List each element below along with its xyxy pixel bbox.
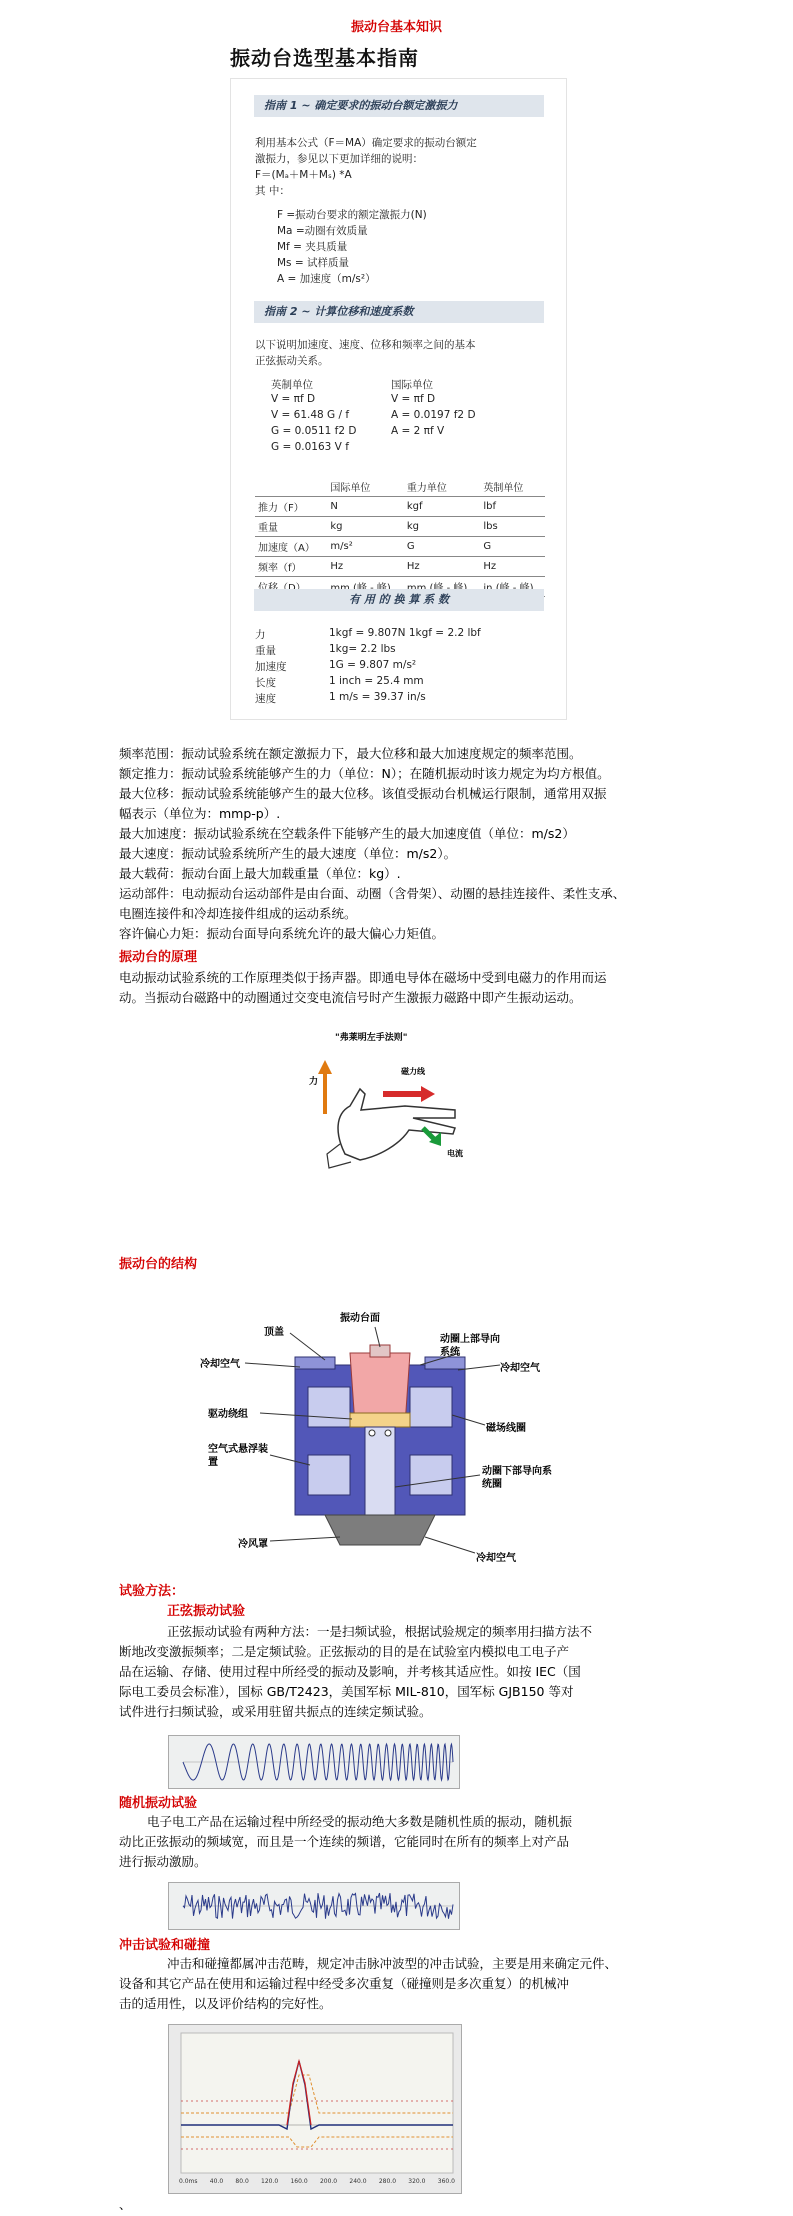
conversion-label: 加速度 (255, 661, 287, 673)
shock-text: 设备和其它产品在使用和运输过程中经受多次重复（碰撞则是多次重复）的机械冲 (119, 1976, 570, 1991)
force-label: 力 (309, 1077, 319, 1087)
table-cell: lbf (480, 497, 545, 517)
figure-caption: "弗莱明左手法则" (335, 1033, 408, 1043)
tick-label: 240.0 (349, 2178, 367, 2185)
structure-heading: 振动台的结构 (119, 1257, 198, 1272)
table-cell: N (327, 497, 404, 517)
conversion-value: 1G = 9.807 m/s² (329, 659, 417, 671)
definition-max-acceleration: 最大加速度：振动试验系统在空载条件下能够产生的最大加速度值（单位：m/s2） (119, 826, 575, 841)
conversion-title: 有 用 的 换 算 系 数 (254, 589, 544, 611)
guide1-def: Ms = 试样质量 (277, 257, 350, 269)
table-row (255, 557, 545, 577)
guide1-def: F =振动台要求的额定激振力(N) (277, 209, 427, 221)
trailing-mark: 、 (119, 2198, 132, 2212)
guide2-imperial-formula: G = 0.0163 V f (271, 441, 349, 453)
conversion-value: 1 inch = 25.4 mm (329, 675, 424, 687)
table-row (255, 497, 545, 517)
page-title: 振动台基本知识 (350, 20, 442, 35)
table-cell: kgf (404, 497, 481, 517)
guide1-where: 其 中： (255, 185, 290, 197)
table-cell: Hz (404, 557, 481, 577)
shock-text: 冲击和碰撞都属冲击范畴，规定冲击脉冲波型的冲击试验，主要是用来确定元件、 (167, 1956, 618, 1971)
sine-text: 际电工委员会标准），国标 GB/T2423，美国军标 MIL-810，国军标 GJB150 等对 (119, 1684, 574, 1699)
guide2-si-formula: A = 0.0197 f2 D (391, 409, 476, 421)
label-cooling-air-in-right: 冷却空气 (500, 1363, 540, 1374)
table-cell: G (480, 537, 545, 557)
table-cell: 频率（f） (255, 557, 327, 577)
principle-heading: 振动台的原理 (119, 950, 198, 965)
sine-text: 品在运输、存储、使用过程中所经受的振动及影响，并考核其适应性。如按 IEC（国 (119, 1664, 581, 1679)
shock-pulse-waveform (168, 2024, 462, 2194)
conversion-value: 1kg= 2.2 lbs (329, 643, 396, 655)
table-cell: G (404, 537, 481, 557)
sine-sweep-plot (169, 1736, 459, 1788)
shock-axis-ticks (179, 2178, 455, 2185)
guide2-intro-1: 以下说明加速度、速度、位移和频率之间的基本 (255, 339, 476, 351)
sine-text: 正弦振动试验有两种方法：一是扫频试验，根据试验规定的频率用扫描方法不 (167, 1624, 593, 1639)
table-cell: kg (327, 517, 404, 537)
methods-heading: 试验方法： (119, 1584, 185, 1599)
shock-pulse-plot (169, 2025, 461, 2193)
table-row (255, 537, 545, 557)
tick-label: 80.0 (235, 2178, 249, 2185)
conversion-label: 速度 (255, 693, 276, 705)
guide2-si-formula: A = 2 πf V (391, 425, 445, 437)
definition-frequency-range: 频率范围：振动试验系统在额定激振力下，最大位移和最大加速度规定的频率范围。 (119, 746, 582, 761)
tick-label: 160.0 (290, 2178, 308, 2185)
units-table-header: 国际单位 (330, 483, 371, 494)
definition-eccentric-moment: 容许偏心力矩：振动台面导向系统允许的最大偏心力矩值。 (119, 926, 445, 941)
label-lower-guide: 动圈下部导向系统圈 (482, 1466, 552, 1490)
guide2-imperial-formula: V = 61.48 G / f (271, 409, 350, 421)
guide1-intro-1: 利用基本公式（F＝MA）确定要求的振动台额定 (255, 137, 477, 149)
principle-text-1: 电动振动试验系统的工作原理类似于扬声器。即通电导体在磁场中受到电磁力的作用而运 (119, 970, 607, 985)
label-cooling-hood: 冷风罩 (238, 1539, 268, 1550)
guide2-title: 指南 2 ~ 计算位移和速度系数 (254, 301, 544, 323)
random-vibration-plot (169, 1883, 459, 1929)
conversion-label: 重量 (255, 645, 276, 657)
guide2-col-si: 国际单位 (391, 379, 433, 391)
sine-text: 试件进行扫频试验，或采用驻留共振点的连续定频试验。 (119, 1704, 432, 1719)
label-cooling-air-out: 冷却空气 (476, 1553, 516, 1564)
definition-moving-parts-cont: 电圈连接件和冷却连接件组成的运动系统。 (119, 906, 357, 921)
table-cell: 重量 (255, 517, 327, 537)
random-vibration-waveform (168, 1882, 460, 1930)
conversion-label: 力 (255, 629, 266, 641)
definition-max-displacement: 最大位移：振动试验系统能够产生的最大位移。该值受振动台机械运行限制，通常用双振 (119, 786, 607, 801)
guide2-intro-2: 正弦振动关系。 (255, 355, 329, 367)
label-top-cover: 顶盖 (264, 1327, 284, 1338)
sine-test-heading: 正弦振动试验 (167, 1604, 246, 1619)
tick-label: 200.0 (319, 2178, 338, 2185)
guide1-def: A = 加速度（m/s²） (277, 273, 376, 285)
guide1-def: Mf = 夹具质量 (277, 241, 348, 253)
label-upper-guide: 动圈上部导向系统 (440, 1334, 500, 1358)
guide1-def: Ma =动圈有效质量 (277, 225, 368, 237)
tick-label: 360.0 (437, 2178, 455, 2185)
guide1-formula: F＝(Mₐ＋M＋Mₛ) *A (255, 169, 352, 181)
definition-max-velocity: 最大速度：振动试验系统所产生的最大速度（单位：m/s2）。 (119, 846, 457, 861)
shaker-structure-diagram (200, 1305, 560, 1580)
shock-text: 击的适用性，以及评价结构的完好性。 (119, 1996, 332, 2011)
tick-label: 320.0 (408, 2178, 426, 2185)
shock-test-heading: 冲击试验和碰撞 (119, 1938, 211, 1953)
guide2-col-imperial: 英制单位 (271, 379, 313, 391)
guide2-si-formula: V = πf D (391, 393, 436, 405)
conversion-value: 1 m/s = 39.37 in/s (329, 691, 426, 703)
conversion-label: 长度 (255, 677, 276, 689)
principle-text-2: 动。当振动台磁路中的动圈通过交变电流信号时产生激振力磁路中即产生振动运动。 (119, 990, 582, 1005)
units-table-header (255, 477, 327, 497)
sine-sweep-waveform (168, 1735, 460, 1789)
definition-moving-parts: 运动部件：电动振动台运动部件是由台面、动圈（含骨架）、动圈的悬挂连接件、柔性支承、 (119, 886, 626, 901)
random-text: 动比正弦振动的频域宽，而且是一个连续的频谱，它能同时在所有的频率上对产品 (119, 1834, 570, 1849)
table-cell: kg (404, 517, 481, 537)
definition-rated-force: 额定推力：振动试验系统能够产生的力（单位：N）；在随机振动时该力规定为均方根值。 (119, 766, 610, 781)
definition-max-displacement-cont: 幅表示（单位为：mmp-p）. (119, 806, 281, 821)
tick-label: 280.0 (378, 2178, 397, 2185)
table-cell: Hz (327, 557, 404, 577)
definition-max-load: 最大载荷：振动台面上最大加载重量（单位：kg）. (119, 866, 401, 881)
random-test-heading: 随机振动试验 (119, 1796, 198, 1811)
label-cooling-air-in: 冷却空气 (200, 1359, 240, 1370)
guide2-imperial-formula: V = πf D (271, 393, 316, 405)
units-table (255, 477, 545, 597)
table-cell: lbs (480, 517, 545, 537)
field-line-label: 磁力线 (401, 1067, 425, 1076)
sine-text: 断地改变激振频率；二是定频试验。正弦振动的目的是在试验室内模拟电工电子产 (119, 1644, 570, 1659)
label-field-coil: 磁场线圈 (486, 1423, 526, 1434)
guide2-imperial-formula: G = 0.0511 f2 D (271, 425, 357, 437)
guide1-title: 指南 1 ~ 确定要求的振动台额定激振力 (254, 95, 544, 117)
tick-label: 40.0 (209, 2178, 224, 2185)
label-air-suspension: 空气式悬浮装置 (208, 1444, 268, 1468)
current-label: 电流 (447, 1149, 463, 1158)
label-drive-coil: 驱动绕组 (208, 1409, 248, 1420)
left-hand-rule-figure (305, 1030, 485, 1170)
guide1-intro-2: 激振力，参见以下更加详细的说明： (255, 153, 423, 165)
table-row (255, 517, 545, 537)
tick-label: 0.0ms (179, 2178, 198, 2185)
tick-label: 120.0 (261, 2178, 279, 2185)
units-table-header: 英制单位 (483, 483, 524, 494)
random-text: 进行振动激励。 (119, 1854, 207, 1869)
table-cell: 加速度（A） (255, 537, 327, 557)
guide-heading: 振动台选型基本指南 (230, 46, 419, 70)
conversion-value: 1kgf = 9.807N 1kgf = 2.2 lbf (329, 627, 481, 639)
random-text: 电子电工产品在运输过程中所经受的振动绝大多数是随机性质的振动，随机振 (147, 1814, 573, 1829)
guide-figure (230, 78, 567, 720)
table-cell: Hz (480, 557, 545, 577)
label-table-top: 振动台面 (340, 1313, 380, 1324)
table-cell: 推力（F） (255, 497, 327, 517)
units-table-header: 重力单位 (406, 483, 447, 494)
table-cell: m/s² (327, 537, 404, 557)
